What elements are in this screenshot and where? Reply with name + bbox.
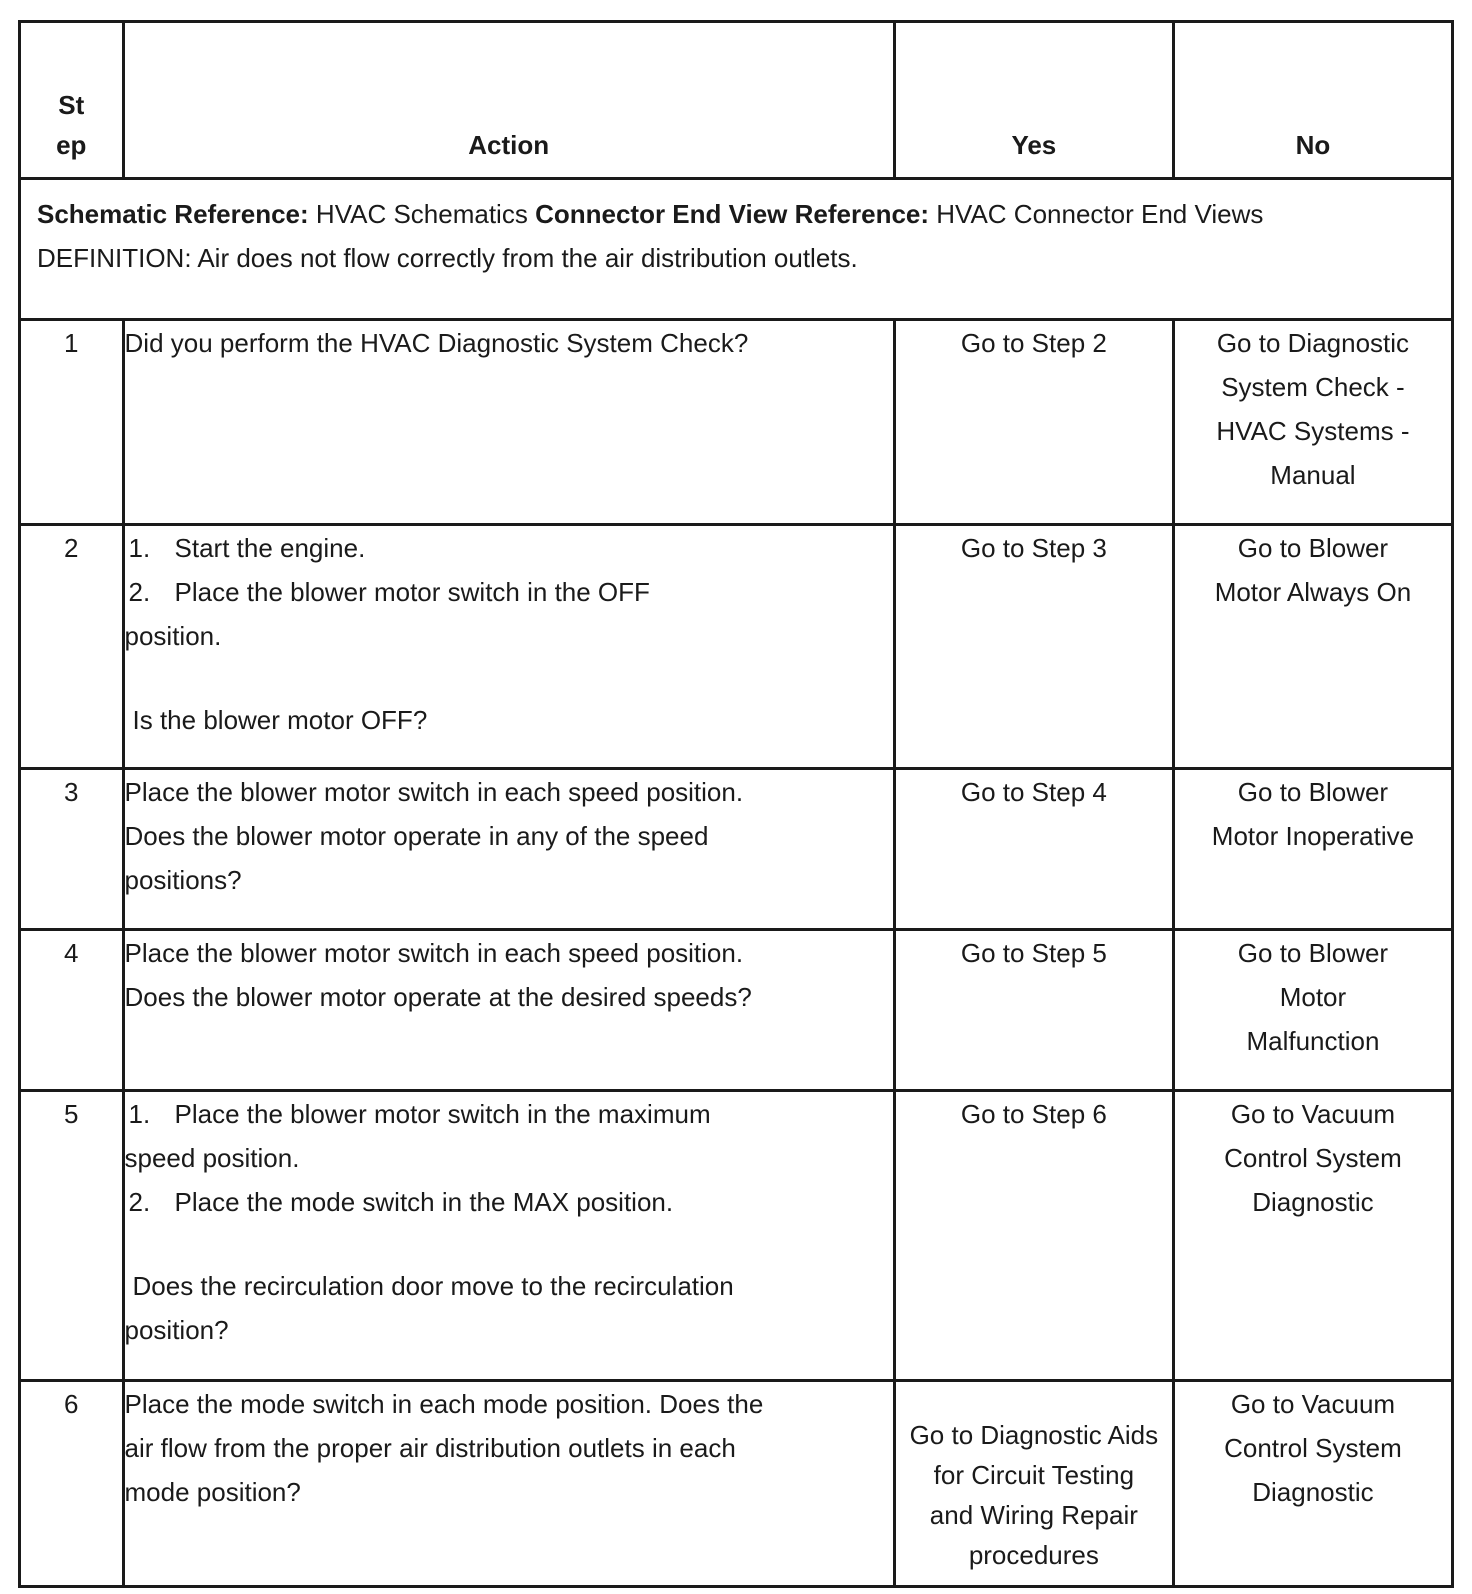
list-number: 2.: [128, 577, 151, 607]
action-cell: [123, 769, 894, 930]
list-number: 2.: [128, 1187, 151, 1217]
list-item: [125, 526, 893, 570]
action-cell: [123, 930, 894, 1091]
header-row: [20, 22, 1453, 179]
table-row: [20, 769, 1453, 930]
list-number: 1.: [128, 1099, 151, 1129]
no-cell: [1173, 769, 1452, 930]
no-cell: [1173, 1091, 1452, 1381]
table-row: [20, 1091, 1453, 1381]
action-cell: [123, 1091, 894, 1381]
list-text: Place the blower motor switch in the maximum: [174, 1099, 711, 1129]
no-line: Malfunction: [1246, 1026, 1380, 1056]
action-cell: [123, 320, 894, 525]
question-text: Is the blower motor OFF?: [132, 705, 428, 735]
action-line: air flow from the proper air distribution outlets in each: [124, 1433, 736, 1463]
table-row: [20, 525, 1453, 769]
action-line: Place the blower motor switch in each speed position.: [124, 938, 744, 968]
action-line: Does the blower motor operate in any of the speed: [124, 821, 709, 851]
list-text: Start the engine.: [174, 533, 366, 563]
no-line: HVAC Systems -: [1216, 416, 1410, 446]
no-line: Go to Diagnostic: [1216, 328, 1410, 358]
no-line: Motor: [1279, 982, 1347, 1012]
step-number: 1: [20, 320, 124, 525]
diagnostic-table: [18, 20, 1454, 1588]
list-number: 1.: [128, 533, 151, 563]
action-text: Did you perform the HVAC Diagnostic System Check?: [124, 328, 749, 358]
no-line: Control System: [1224, 1433, 1402, 1463]
no-cell: [1173, 525, 1452, 769]
no-line: Diagnostic: [1252, 1477, 1374, 1507]
step-number: 2: [20, 525, 124, 769]
no-line: Go to Blower: [1237, 533, 1389, 563]
yes-cell: Go to Step 6: [894, 1091, 1173, 1381]
no-cell: [1173, 1381, 1452, 1587]
question-text-cont: position?: [124, 1315, 229, 1345]
definition-text: DEFINITION: Air does not flow correctly from the air distribution outlets.: [37, 243, 858, 273]
yes-cell: Go to Step 5: [894, 930, 1173, 1091]
no-line: Go to Blower: [1237, 938, 1389, 968]
reference-row: [20, 179, 1453, 320]
schematic-value: HVAC Schematics: [315, 199, 528, 229]
list-item: [125, 570, 893, 614]
no-line: Go to Blower: [1237, 777, 1389, 807]
step-number: 6: [20, 1381, 124, 1587]
step-number: 5: [20, 1091, 124, 1381]
list-item: [125, 1092, 893, 1136]
yes-cell: [894, 1381, 1173, 1587]
no-cell: [1173, 320, 1452, 525]
yes-cell: Go to Step 4: [894, 769, 1173, 930]
list-text-cont: speed position.: [124, 1143, 300, 1173]
yes-line: Go to Diagnostic Aids: [909, 1420, 1159, 1450]
action-line: positions?: [124, 865, 242, 895]
no-line: Go to Vacuum: [1230, 1389, 1396, 1419]
yes-cell: Go to Step 3: [894, 525, 1173, 769]
list-text: Place the mode switch in the MAX position.: [174, 1187, 674, 1217]
list-item: [125, 1180, 893, 1224]
connector-label: Connector End View Reference:: [535, 199, 930, 229]
header-action: Action: [123, 22, 894, 179]
yes-line: for Circuit Testing: [933, 1460, 1135, 1490]
action-cell: [123, 525, 894, 769]
reference-line: [37, 192, 1435, 236]
header-step: [20, 22, 124, 179]
no-line: Diagnostic: [1252, 1187, 1374, 1217]
no-line: System Check -: [1221, 372, 1405, 402]
list-text: Place the blower motor switch in the OFF: [174, 577, 650, 607]
question-text: Does the recirculation door move to the recirculation: [132, 1271, 734, 1301]
header-step-line1: St: [58, 90, 85, 120]
no-line: Motor Always On: [1214, 577, 1412, 607]
action-line: mode position?: [124, 1477, 301, 1507]
connector-value: HVAC Connector End Views: [936, 199, 1264, 229]
step-number: 4: [20, 930, 124, 1091]
no-cell: [1173, 930, 1452, 1091]
schematic-label: Schematic Reference:: [37, 199, 309, 229]
no-line: Go to Vacuum: [1230, 1099, 1396, 1129]
action-line: Place the blower motor switch in each speed position.: [124, 777, 744, 807]
action-line: Place the mode switch in each mode position. Does the: [124, 1389, 764, 1419]
header-no: No: [1173, 22, 1452, 179]
action-cell: [123, 1381, 894, 1587]
header-step-line2: ep: [56, 130, 87, 160]
no-line: Manual: [1270, 460, 1356, 490]
header-yes: Yes: [894, 22, 1173, 179]
table-row: [20, 320, 1453, 525]
reference-cell: [20, 179, 1453, 320]
list-text-cont: position.: [124, 621, 222, 651]
action-line: Does the blower motor operate at the desired speeds?: [124, 982, 752, 1012]
table-row: [20, 930, 1453, 1091]
step-number: 3: [20, 769, 124, 930]
yes-line: and Wiring Repair: [929, 1500, 1138, 1530]
table-row: [20, 1381, 1453, 1587]
yes-cell: Go to Step 2: [894, 320, 1173, 525]
no-line: Motor Inoperative: [1211, 821, 1415, 851]
yes-line: procedures: [968, 1540, 1099, 1570]
no-line: Control System: [1224, 1143, 1402, 1173]
